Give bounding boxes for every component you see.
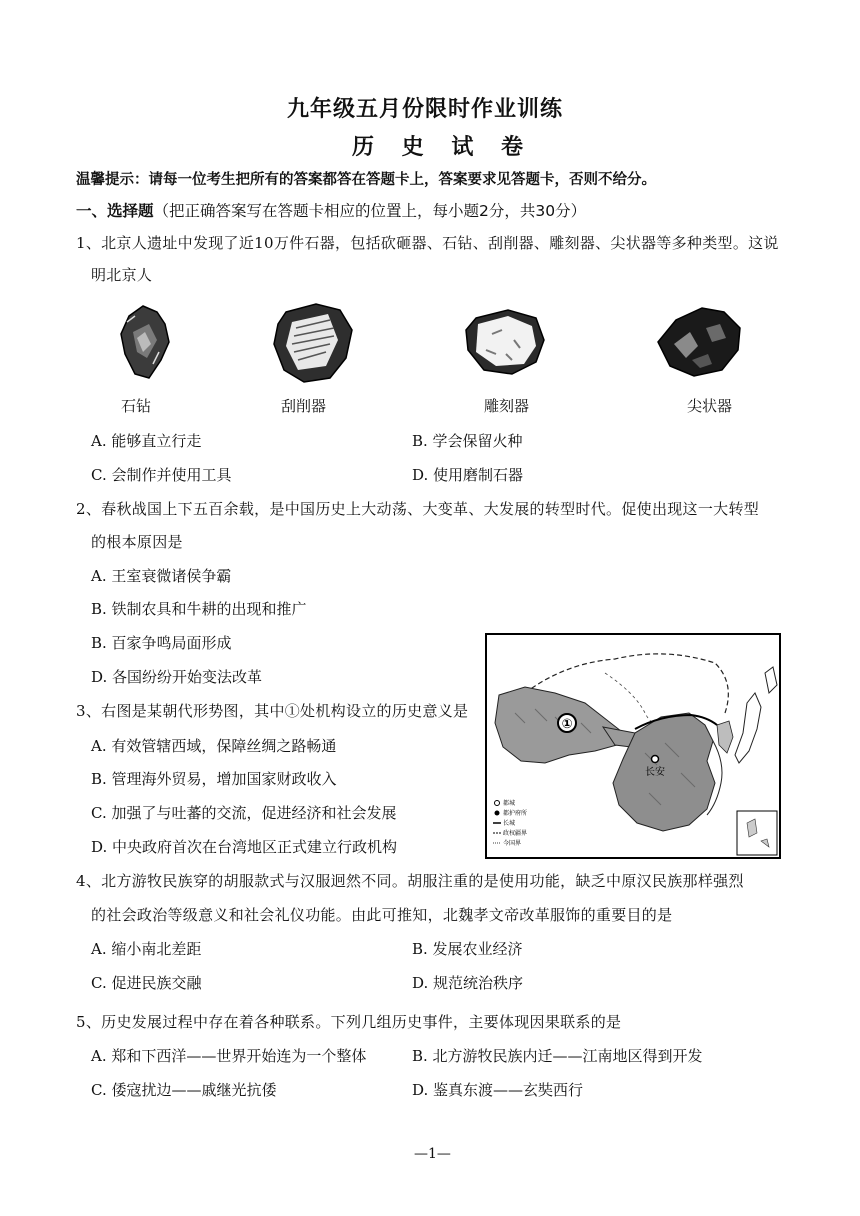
q2-option-c: B. 百家争鸣局面形成 — [91, 634, 232, 652]
q3-option-d: D. 中央政府首次在台湾地区正式建立行政机构 — [91, 838, 398, 856]
dynasty-map — [485, 633, 781, 859]
q5-stem: 5、历史发展过程中存在着各种联系。下列几组历史事件，主要体现因果联系的是 — [76, 1013, 622, 1031]
stone-drill-image — [113, 302, 179, 384]
legend-border: 政权疆界 — [503, 830, 528, 837]
caption-stone-drill: 石钻 — [121, 397, 152, 415]
q1-stem-line2: 明北京人 — [91, 266, 153, 284]
q1-stem-line1: 1、北京人遗址中发现了近10万件石器，包括砍砸器、石钻、刮削器、雕刻器、尖状器等多种类型。这说 — [76, 234, 779, 252]
q5-option-d: D. 鉴真东渡——玄奘西行 — [412, 1081, 584, 1099]
legend-modern-border: 今国界 — [503, 840, 522, 847]
stone-point-image — [650, 302, 746, 382]
q5-option-b: B. 北方游牧民族内迁——江南地区得到开发 — [412, 1047, 703, 1065]
q2-stem-line1: 2、春秋战国上下五百余载，是中国历史上大动荡、大变革、大发展的转型时代。促使出现这一大转型 — [76, 500, 760, 518]
map-capital-label: 长安 — [645, 767, 665, 778]
map-capital-dot — [652, 756, 659, 763]
page-number: —1— — [414, 1146, 451, 1162]
q2-option-a: A. 王室衰微诸侯争霸 — [91, 567, 232, 585]
section-heading — [76, 199, 586, 221]
caption-scraper: 刮削器 — [281, 397, 327, 415]
section-label: 一、选择题 — [76, 202, 154, 220]
caption-graver: 雕刻器 — [484, 397, 530, 415]
stone-graver-image — [462, 304, 548, 380]
exam-subtitle: 历 史 试 卷 — [352, 135, 533, 160]
legend-capital: 都城 — [503, 800, 516, 807]
q1-option-c: C. 会制作并使用工具 — [91, 466, 232, 484]
q2-option-d: D. 各国纷纷开始变法改革 — [91, 668, 263, 686]
q4-option-b: B. 发展农业经济 — [412, 940, 523, 958]
q3-stem: 3、右图是某朝代形势图，其中①处机构设立的历史意义是 — [76, 702, 469, 720]
q1-option-b: B. 学会保留火种 — [412, 432, 523, 450]
q5-option-a: A. 郑和下西洋——世界开始连为一个整体 — [91, 1047, 367, 1065]
section-instruction: （把正确答案写在答题卡相应的位置上，每小题2分，共30分） — [153, 202, 587, 220]
q2-option-b: B. 铁制农具和牛耕的出现和推广 — [91, 600, 307, 618]
map-marker-label: ① — [561, 717, 573, 732]
exam-title: 九年级五月份限时作业训练 — [287, 97, 564, 122]
q3-option-a: A. 有效管辖西域，保障丝绸之路畅通 — [91, 737, 337, 755]
q4-option-d: D. 规范统治秩序 — [412, 974, 524, 992]
q4-stem-line2: 的社会政治等级意义和社会礼仪功能。由此可推知，北魏孝文帝改革服饰的重要目的是 — [91, 906, 673, 924]
q1-option-a: A. 能够直立行走 — [91, 432, 202, 450]
q5-option-c: C. 倭寇扰边——戚继光抗倭 — [91, 1081, 277, 1099]
q4-stem-line1: 4、北方游牧民族穿的胡服款式与汉服迥然不同。胡服注重的是使用功能，缺乏中原汉民族那样强烈 — [76, 872, 744, 890]
q4-option-a: A. 缩小南北差距 — [91, 940, 202, 958]
legend-wall: 长城 — [503, 820, 516, 827]
q3-option-b: B. 管理海外贸易，增加国家财政收入 — [91, 770, 337, 788]
caption-point: 尖状器 — [687, 397, 733, 415]
q4-option-c: C. 促进民族交融 — [91, 974, 202, 992]
q3-option-c: C. 加强了与吐蕃的交流，促进经济和社会发展 — [91, 804, 397, 822]
stone-scraper-image — [268, 300, 358, 386]
q1-option-d: D. 使用磨制石器 — [412, 466, 524, 484]
q2-stem-line2: 的根本原因是 — [91, 533, 183, 551]
notice: 温馨提示：请每一位考生把所有的答案都答在答题卡上，答案要求见答题卡，否则不给分。 — [76, 172, 656, 188]
legend-protectorate: 都护府所 — [503, 810, 528, 817]
